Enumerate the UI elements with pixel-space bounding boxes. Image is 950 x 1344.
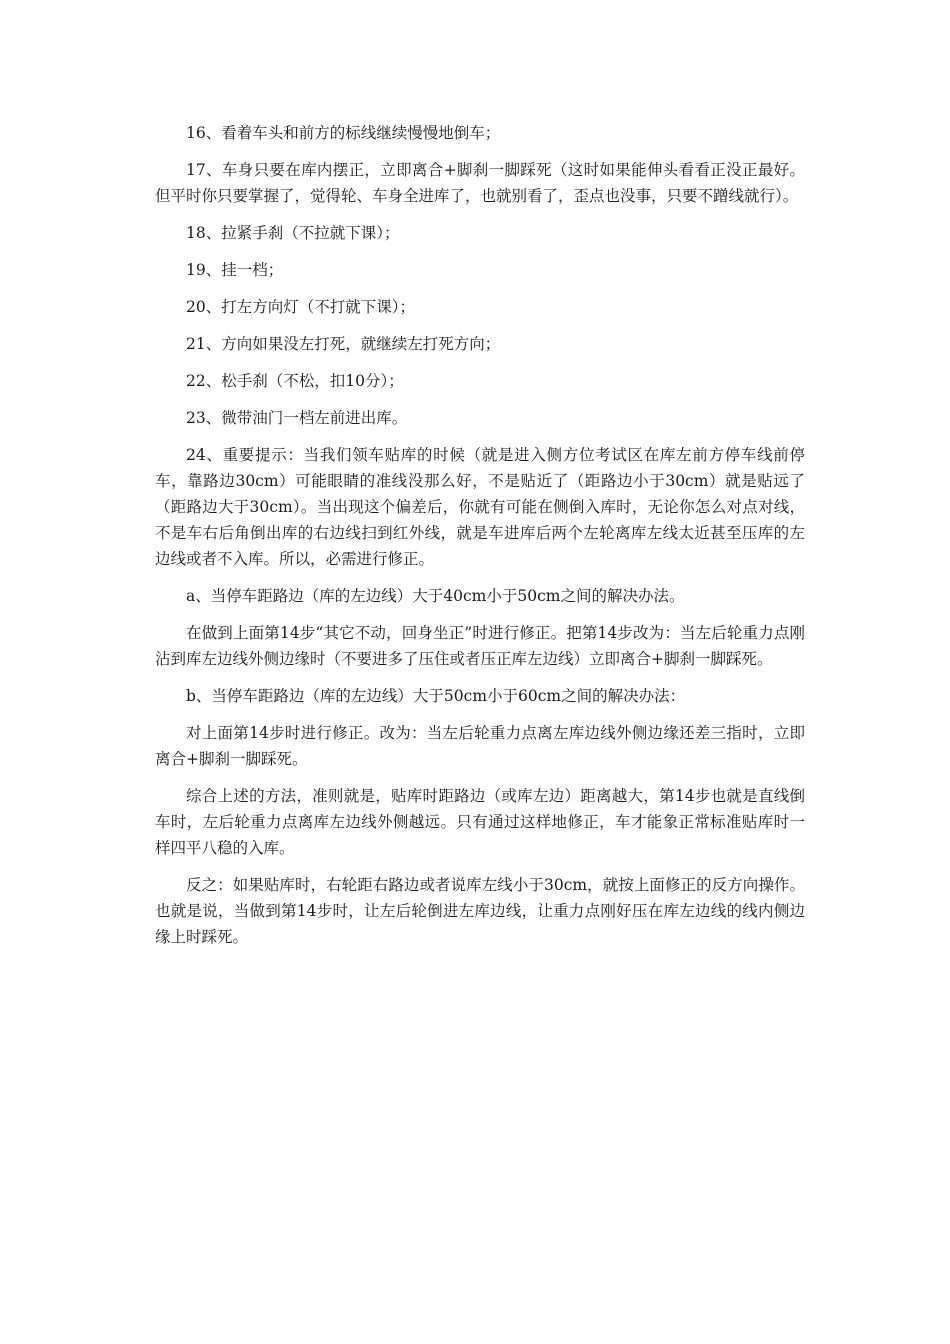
- document-body: [155, 120, 805, 961]
- paragraph-step-17: 17、车身只要在库内摆正，立即离合+脚刹一脚踩死（这时如果能伸头看看正没正最好。但平时你只要掌握了，觉得轮、车身全进库了，也就别看了，歪点也没事，只要不蹭线就行）。: [155, 161, 805, 205]
- paragraph-conversely: 反之：如果贴库时，右轮距右路边或者说库左线小于30cm，就按上面修正的反方向操作。也就是说，当做到第14步时，让左后轮倒进左库边线，让重力点刚好压在库左边线的线内侧边缘上时踩死。: [155, 876, 805, 946]
- paragraph-summary: 综合上述的方法，准则就是，贴库时距路边（或库左边）距离越大，第14步也就是直线倒车时，左后轮重力点离库左边线外侧越远。只有通过这样地修正，车才能象正常标准贴库时一样四平八稳的入库。: [155, 787, 805, 857]
- paragraph-step-21: 21、方向如果没左打死，就继续左打死方向；: [186, 335, 501, 353]
- paragraph-case-b-detail: 对上面第14步时进行修正。改为：当左后轮重力点离左库边线外侧边缘还差三指时，立即离合+脚刹一脚踩死。: [155, 724, 805, 768]
- paragraph-case-a: a、当停车距路边（库的左边线）大于40cm小于50cm之间的解决办法。: [186, 587, 685, 605]
- paragraph-step-18: 18、拉紧手刹（不拉就下课）；: [186, 224, 400, 242]
- paragraph-step-20: 20、打左方向灯（不打就下课）；: [186, 298, 415, 316]
- paragraph-step-24-tip: 24、重要提示：当我们领车贴库的时候（就是进入侧方位考试区在库左前方停车线前停车，靠路边30cm）可能眼睛的准线没那么好，不是贴近了（距路边小于30cm）就是贴远了（距路边大于30cm）。当出现这个偏差后，你就有可能在侧倒入库时，无论你怎么对点对线，不是车右后角倒出库的右边线扫到红外线，就是车进库后两个左轮离库左线太近甚至压库的左边线或者不入库。所以，必需进行修正。: [155, 446, 805, 568]
- paragraph-step-23: 23、微带油门一档左前进出库。: [186, 409, 408, 427]
- paragraph-case-b: b、当停车距路边（库的左边线）大于50cm小于60cm之间的解决办法：: [186, 687, 686, 705]
- paragraph-step-16: 16、看着车头和前方的标线继续慢慢地倒车；: [186, 124, 501, 142]
- paragraph-step-22: 22、松手刹（不松，扣10分）；: [186, 372, 404, 390]
- paragraph-step-19: 19、挂一档；: [186, 261, 284, 279]
- paragraph-case-a-detail: 在做到上面第14步“其它不动，回身坐正”时进行修正。把第14步改为：当左后轮重力点刚沾到库左边线外侧边缘时（不要进多了压住或者压正库左边线）立即离合+脚刹一脚踩死。: [155, 624, 805, 668]
